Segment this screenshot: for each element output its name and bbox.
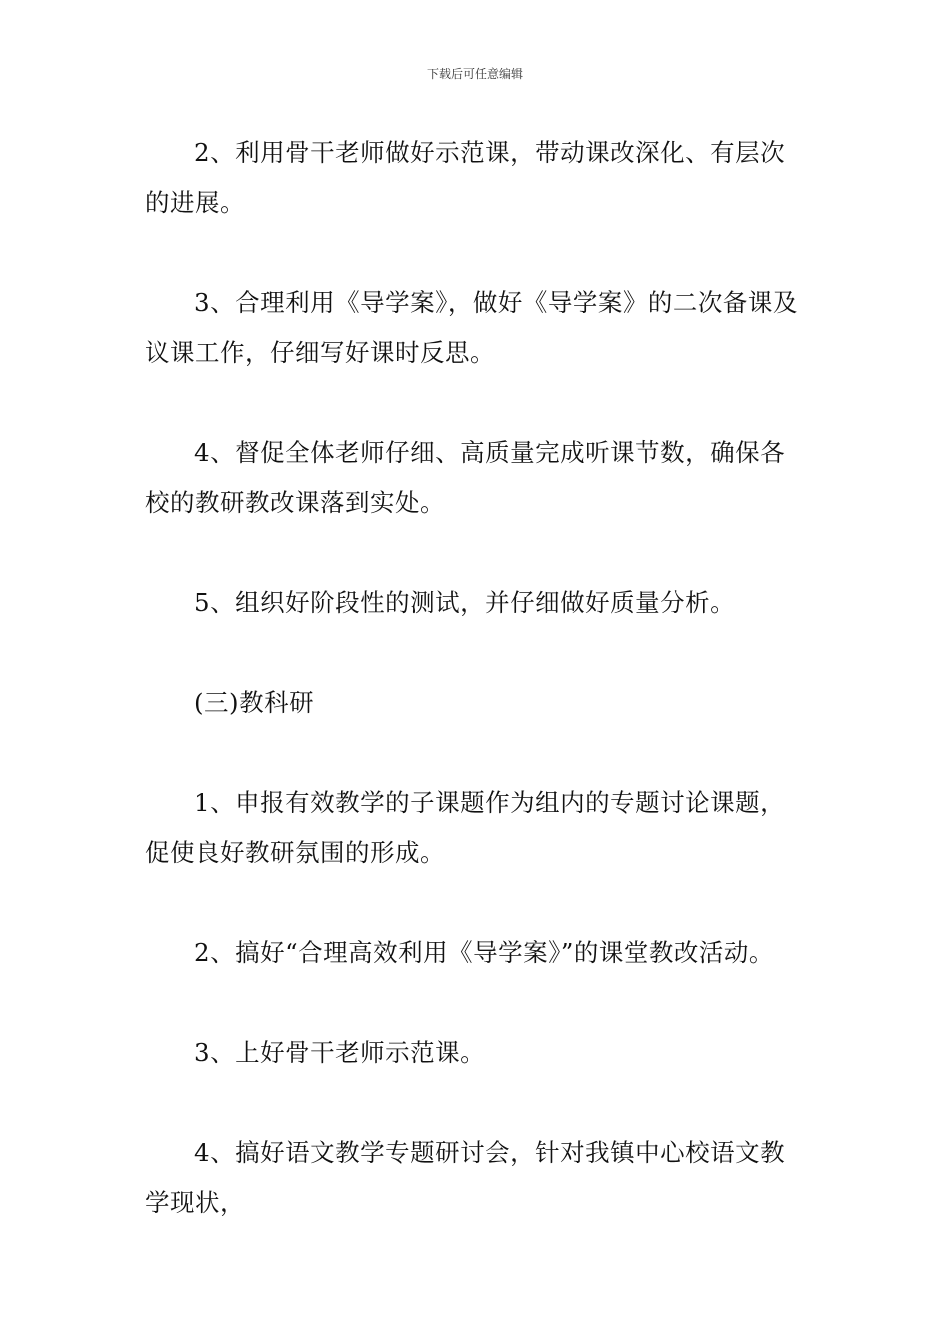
paragraph-8: 4、搞好语文教学专题研讨会，针对我镇中心校语文教学现状， xyxy=(145,1138,786,1217)
section-heading: (三)教科研 xyxy=(194,688,315,717)
paragraph-5: 1、申报有效教学的子课题作为组内的专题讨论课题，促使良好教研氛围的形成。 xyxy=(145,788,786,867)
paragraph-7: 3、上好骨干老师示范课。 xyxy=(194,1038,486,1067)
paragraph-3: 4、督促全体老师仔细、高质量完成听课节数，确保各校的教研教改课落到实处。 xyxy=(145,438,786,517)
paragraph-1: 2、利用骨干老师做好示范课，带动课改深化、有层次的进展。 xyxy=(145,138,786,217)
paragraph-4: 5、组织好阶段性的测试，并仔细做好质量分析。 xyxy=(194,588,736,617)
paragraph-2: 3、合理利用《导学案》，做好《导学案》的二次备课及议课工作，仔细写好课时反思。 xyxy=(145,288,798,367)
page-header: 下载后可任意编辑 xyxy=(426,67,523,81)
document-body xyxy=(145,128,810,1228)
paragraph-6: 2、搞好“合理高效利用《导学案》”的课堂教改活动。 xyxy=(194,938,774,967)
